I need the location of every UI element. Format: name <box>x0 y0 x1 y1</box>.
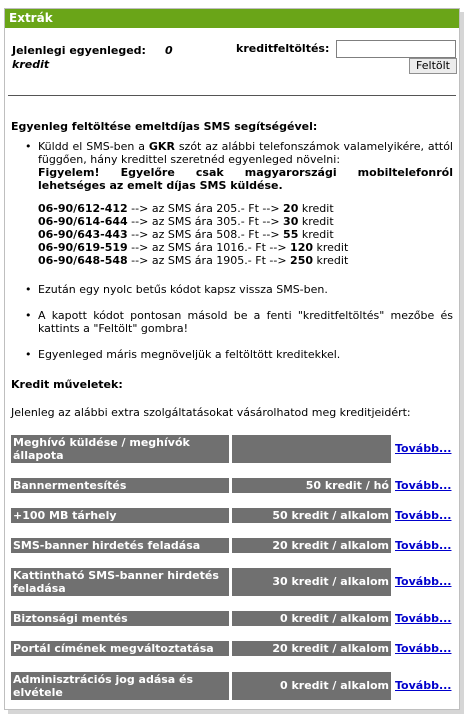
step-balance-updated: • Egyenleged máris megnöveljük a feltöltött kreditekkel. <box>5 348 455 361</box>
op-price: 50 kredit / hó <box>232 478 391 493</box>
op-price: 50 kredit / alkalom <box>232 508 391 523</box>
op-more-link[interactable]: Tovább... <box>395 479 452 492</box>
balance-label: Jelenlegi egyenleged: <box>12 44 146 57</box>
credit-amount: 120 <box>290 241 314 254</box>
op-name: Portál címének megváltoztatása <box>11 641 229 656</box>
op-price <box>232 435 391 463</box>
window-shadow-bottom <box>8 710 464 714</box>
sms-number-row <box>38 202 453 215</box>
op-price: 20 kredit / alkalom <box>232 641 391 656</box>
extras-panel <box>4 8 460 710</box>
step-enter-code: • A kapott kódot pontosan másold be a fenti "kreditfeltöltés" mezőbe és kattints a "Feltölt" gombra! <box>5 309 455 335</box>
mobile-warning: Figyelem! Egyelőre csak magyarországi mobiltelefonról lehetséges az emelt díjas SMS küldése. <box>38 166 453 192</box>
sms-keyword: GKR <box>148 140 175 153</box>
sms-price: --> az SMS ára 1905.- Ft --> <box>127 254 291 267</box>
sms-price: --> az SMS ára 305.- Ft --> <box>127 215 284 228</box>
sms-number-table <box>38 202 453 267</box>
sms-price: --> az SMS ára 205.- Ft --> <box>127 202 284 215</box>
op-more-link[interactable]: Tovább... <box>395 642 452 655</box>
op-price: 30 kredit / alkalom <box>232 568 391 596</box>
sms-steps-list <box>5 140 455 361</box>
op-price: 20 kredit / alkalom <box>232 538 391 553</box>
op-more-link[interactable]: Tovább... <box>395 575 452 588</box>
sms-number-row <box>38 215 453 228</box>
credit-ops-table <box>11 435 456 705</box>
sms-section-heading: Egyenleg feltöltése emeltdíjas SMS segítségével: <box>11 120 318 133</box>
phone-number: 06-90/648-548 <box>38 254 128 267</box>
topup-code-input[interactable] <box>336 40 456 58</box>
step1-text-b: szót az alábbi telefonszámok valamelyikére, attól függően, hány kredittel szeretnéd egyenleged növelni: <box>38 140 453 166</box>
sms-number-row <box>38 228 453 241</box>
sms-number-row <box>38 241 453 254</box>
topup-label: kreditfeltöltés: <box>236 42 330 55</box>
credit-ops-heading: Kredit műveletek: <box>11 378 123 391</box>
op-more-link[interactable]: Tovább... <box>395 679 452 692</box>
phone-number: 06-90/643-443 <box>38 228 128 241</box>
balance-value: 0 <box>165 44 173 57</box>
phone-number: 06-90/614-644 <box>38 215 128 228</box>
credit-unit: kredit <box>298 202 334 215</box>
op-more-link[interactable]: Tovább... <box>395 509 452 522</box>
window-shadow-right <box>460 12 464 714</box>
op-price: 0 kredit / alkalom <box>232 611 391 626</box>
credit-unit: kredit <box>313 254 349 267</box>
credit-unit: kredit <box>313 241 349 254</box>
phone-number: 06-90/619-519 <box>38 241 128 254</box>
op-name: Meghívó küldése / meghívók állapota <box>11 435 229 463</box>
divider <box>8 95 456 96</box>
balance-unit: kredit <box>12 58 50 71</box>
op-name: +100 MB tárhely <box>11 508 229 523</box>
op-name: Kattintható SMS-banner hirdetés feladása <box>11 568 229 596</box>
credit-unit: kredit <box>298 228 334 241</box>
op-more-link[interactable]: Tovább... <box>395 442 452 455</box>
op-more-link[interactable]: Tovább... <box>395 612 452 625</box>
op-more-link[interactable]: Tovább... <box>395 539 452 552</box>
topup-button[interactable]: Feltölt <box>409 58 457 74</box>
credit-amount: 55 <box>283 228 299 241</box>
credit-amount: 250 <box>290 254 314 267</box>
op-price: 0 kredit / alkalom <box>232 672 391 700</box>
op-name: SMS-banner hirdetés feladása <box>11 538 229 553</box>
sms-price: --> az SMS ára 1016.- Ft --> <box>127 241 291 254</box>
step-receive-code: • Ezután egy nyolc betűs kódot kapsz vissza SMS-ben. <box>5 283 455 296</box>
phone-number: 06-90/612-412 <box>38 202 128 215</box>
credit-ops-intro: Jelenleg az alábbi extra szolgáltatásokat vásárolhatod meg kreditjeidért: <box>11 406 411 419</box>
op-name: Adminisztrációs jog adása és elvétele <box>11 672 229 700</box>
credit-amount: 20 <box>283 202 299 215</box>
sms-number-row <box>38 254 453 267</box>
credit-amount: 30 <box>283 215 299 228</box>
step-send-sms <box>5 140 455 267</box>
credit-unit: kredit <box>298 215 334 228</box>
step1-text-a: Küldd el SMS-ben a <box>38 140 149 153</box>
panel-title: Extrák <box>5 9 459 28</box>
op-name: Biztonsági mentés <box>11 611 229 626</box>
op-name: Bannermentesítés <box>11 478 229 493</box>
sms-price: --> az SMS ára 508.- Ft --> <box>127 228 284 241</box>
